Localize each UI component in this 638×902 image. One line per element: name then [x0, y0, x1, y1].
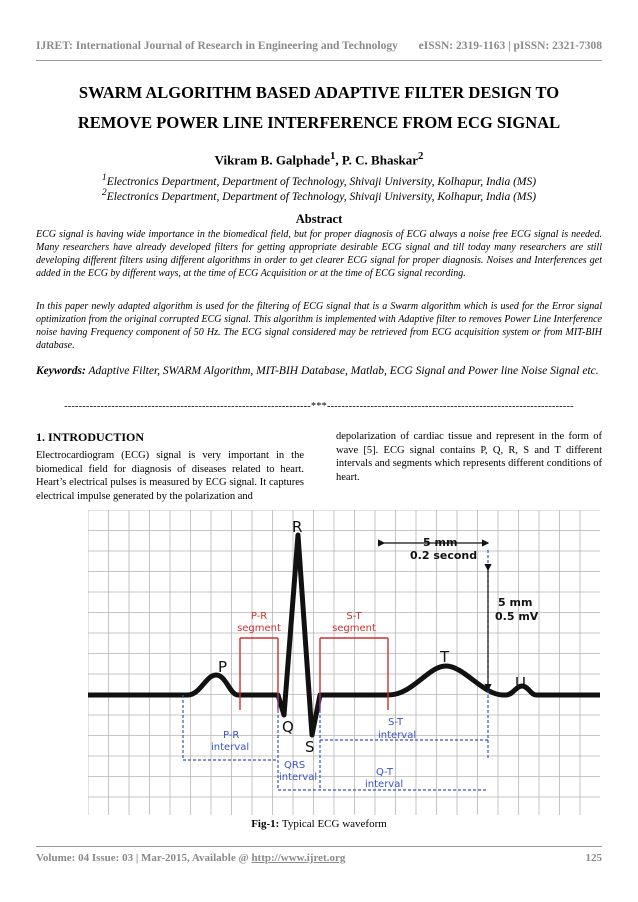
ecg-waveform	[88, 535, 600, 735]
author-2-sup: 2	[418, 150, 424, 162]
st-segment-label-2: segment	[332, 623, 376, 634]
affiliation-2-text: Electronics Department, Department of Technology, Shivaji University, Kolhapur, India (MS)	[106, 190, 537, 203]
running-header	[36, 40, 602, 52]
keywords	[36, 360, 602, 383]
page-number: 125	[585, 852, 602, 864]
figure-caption	[0, 818, 638, 830]
interval-markers	[183, 550, 488, 790]
pr-segment-label-1: P-R	[250, 611, 268, 622]
ecg-grid	[88, 510, 600, 815]
label-t: T	[440, 648, 450, 666]
abstract-paragraph-2: In this paper newly adapted algorithm is used for the filtering of ECG signal that is a Swarm algorithm which is used for the Error signal optimization from the original corrupted ECG signal. This algorithm is implemented with Adaptive filter to removes Power Line Interference noise having Frequency component of 50 Hz. The ECG signal considered may be retrieved from ECG acquisition system or from MIT-BIH database.	[36, 301, 602, 351]
qrs-label-2: interval	[279, 772, 318, 783]
label-q: Q	[282, 718, 294, 736]
author-1: Vikram B. Galphade	[214, 152, 330, 168]
keywords-text: Adaptive Filter, SWARM Algorithm, MIT-BIH Database, Matlab, ECG Signal and Power line Noise Signal etc.	[85, 365, 599, 377]
section-separator: --------------------------------------------------------------------***--------------------------------------------------------------------	[64, 401, 574, 412]
author-1-sup: 1	[330, 150, 336, 162]
st-segment-label-1: S-T	[346, 611, 362, 622]
author-separator: ,	[335, 152, 342, 168]
footer-volume-text: Volume: 04 Issue: 03 | Mar-2015, Available @	[36, 852, 252, 864]
affiliation-2	[36, 187, 602, 203]
voltage-scale-label-2: 0.5 mV	[495, 610, 539, 623]
qt-label-1: Q-T	[376, 767, 393, 778]
journal-name: IJRET: International Journal of Research in Engineering and Technology	[36, 40, 398, 52]
affiliation-2-sup: 2	[101, 187, 107, 198]
pr-interval-label-2: interval	[211, 742, 250, 753]
pr-segment-label-2: segment	[237, 623, 281, 634]
issn-info: eISSN: 2319-1163 | pISSN: 2321-7308	[418, 40, 602, 52]
title-line-1: SWARM ALGORITHM BASED ADAPTIVE FILTER DESIGN TO	[78, 83, 560, 102]
running-footer	[36, 852, 602, 864]
label-r: R	[292, 518, 303, 536]
author-list	[36, 150, 602, 168]
footer-volume	[36, 852, 345, 864]
qrs-label-1: QRS	[284, 760, 306, 771]
paper-title	[40, 78, 598, 138]
label-s: S	[305, 738, 315, 756]
label-p: P	[218, 658, 228, 676]
st-interval-label-2: interval	[378, 730, 417, 741]
footer-rule	[36, 846, 602, 847]
voltage-scale-label-1: 5 mm	[498, 596, 533, 609]
caption-text: Typical ECG waveform	[279, 818, 387, 830]
abstract-paragraph-1: ECG signal is having wide importance in the biomedical field, but for proper diagnosis of ECG always a noise free ECG signal is needed. Many researchers have already developed filters for getting appropriate desirable ECG signal and till today many researchers are still developing different filters using different algorithms in order to get clearer ECG signal for proper diagnosis. Noises and Interferences get added in the ECG by different ways, at the time of ECG Acquisition or at the time of ECG signal recording.	[36, 229, 602, 279]
time-scale-label-2: 0.2 second	[410, 549, 478, 562]
qt-label-2: interval	[365, 779, 404, 790]
intro-column-2: depolarization of cardiac tissue and represent in the form of wave [5]. ECG signal contains P, Q, R, S and T different intervals and segments which represents different conditions of heart.	[336, 431, 602, 483]
title-line-2: REMOVE POWER LINE INTERFERENCE FROM ECG SIGNAL	[77, 113, 561, 132]
section-heading: 1. INTRODUCTION	[36, 430, 145, 444]
time-scale-label-1: 5 mm	[423, 536, 458, 549]
pr-interval-label-1: P-R	[223, 730, 240, 741]
caption-label: Fig-1:	[251, 818, 280, 830]
keywords-label: Keywords:	[36, 365, 86, 377]
header-rule	[36, 60, 602, 61]
affiliation-1-text: Electronics Department, Department of Technology, Shivaji University, Kolhapur, India (MS)	[106, 175, 537, 188]
abstract-heading: Abstract	[295, 212, 343, 226]
affiliation-1	[36, 172, 602, 188]
affiliation-1-sup: 1	[101, 172, 107, 183]
label-u: U	[515, 674, 526, 692]
st-interval-label-1: S-T	[388, 717, 404, 728]
ecg-figure	[88, 510, 600, 815]
journal-link[interactable]: http://www.ijret.org	[251, 852, 346, 864]
intro-column-1: Electrocardiogram (ECG) signal is very important in the biomedical field for diagnosis of diseases related to heart. Heart’s electrical pulses is measured by ECG signal. It captures electrical impulse generated by the polarization and	[36, 450, 304, 502]
author-2: P. C. Bhaskar	[341, 152, 419, 168]
